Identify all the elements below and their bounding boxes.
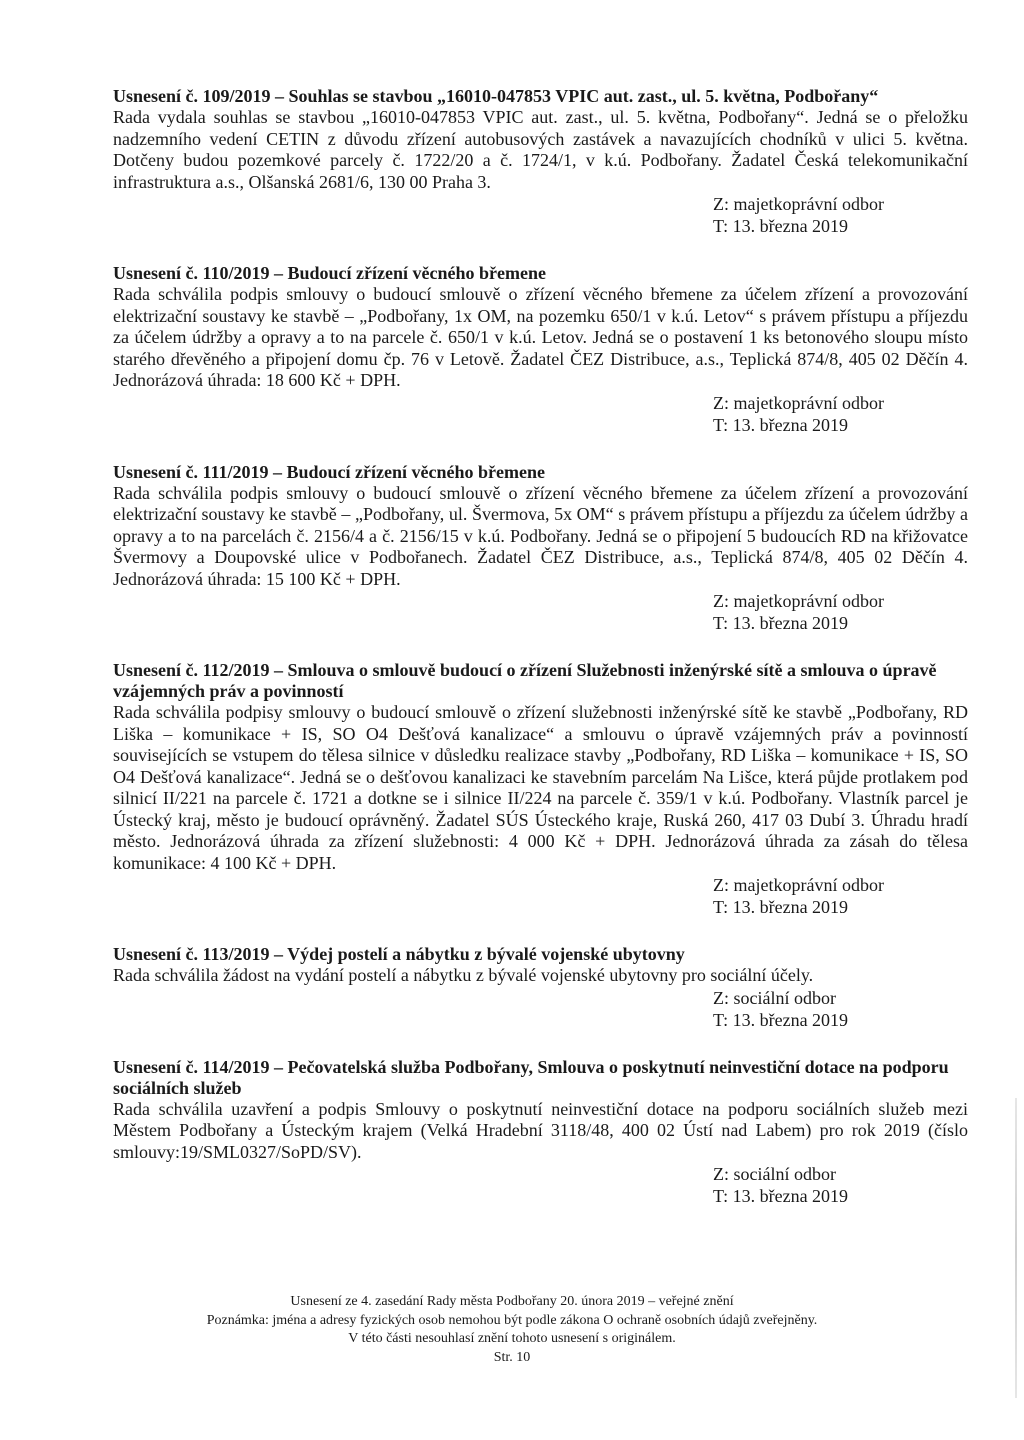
responsible-dept: Z: majetkoprávní odbor <box>713 194 884 214</box>
resolution-body: Rada schválila podpis smlouvy o budoucí smlouvě o zřízení věcného břemene za účelem zřízení a provozování elektrizační soustavy ke stavbě – „Podbořany, ul. Švermova, 5x OM“ s právem přístupu a příjezdu za účelem údržby a opravy a to na parcelách č. 2156/4 a č. 2156/15 v k.ú. Podbořany. Jedná se o připojení 5 budoucích RD na křižovatce Švermovy a Doupovské ulice v Podbořanech. Žadatel ČEZ Distribuce, a.s., Teplická 874/8, 405 02 Děčín 4. Jednorázová úhrada: 15 100 Kč + DPH. <box>113 482 968 589</box>
responsible-dept: Z: sociální odbor <box>713 987 836 1008</box>
deadline: T: 13. března 2019 <box>713 1009 849 1030</box>
deadline: T: 13. března 2019 <box>713 897 849 917</box>
scan-edge-shadow <box>1015 1098 1017 1398</box>
responsible-dept: Z: majetkoprávní odbor <box>713 875 884 895</box>
resolutions-list <box>113 86 968 1233</box>
page-footer <box>0 1293 1024 1367</box>
resolution-body: Rada schválila uzavření a podpis Smlouvy o poskytnutí neinvestiční dotace na podporu sociálních služeb mezi Městem Podbořany a Ústeckým krajem (Velká Hradební 3118/48, 400 02 Ústí nad Labem) pro rok 2019 (číslo smlouvy:19/SML0327/SoPD/SV). <box>113 1098 968 1162</box>
resolution-109 <box>113 86 968 237</box>
footer-meeting-info: Usnesení ze 4. zasedání Rady města Podbořany 20. února 2019 – veřejné znění <box>290 1294 734 1309</box>
resolution-title: Usnesení č. 109/2019 – Souhlas se stavbou „16010-047853 VPIC aut. zast., ul. 5. května, Podbořany“ <box>113 86 879 106</box>
resolution-meta <box>113 1163 968 1207</box>
resolution-meta <box>113 874 968 918</box>
resolution-title: Usnesení č. 113/2019 – Výdej postelí a nábytku z bývalé vojenské ubytovny <box>113 944 685 964</box>
resolution-112 <box>113 660 968 918</box>
resolution-title: Usnesení č. 114/2019 – Pečovatelská služba Podbořany, Smlouva o poskytnutí neinvestiční dotace na podporu sociálních služeb <box>113 1056 949 1098</box>
page-number: Str. 10 <box>493 1349 531 1365</box>
deadline: T: 13. března 2019 <box>713 414 849 435</box>
deadline: T: 13. března 2019 <box>713 216 849 236</box>
resolution-title: Usnesení č. 111/2019 – Budoucí zřízení věcného břemene <box>113 461 545 482</box>
resolution-title: Usnesení č. 110/2019 – Budoucí zřízení věcného břemene <box>113 263 546 283</box>
resolution-111 <box>113 462 968 635</box>
deadline: T: 13. března 2019 <box>713 613 849 633</box>
resolution-110 <box>113 263 968 436</box>
resolution-meta <box>113 987 968 1031</box>
resolution-body: Rada schválila žádost na vydání postelí a nábytku z bývalé vojenské ubytovny pro sociální účely. <box>113 965 814 985</box>
resolution-body: Rada vydala souhlas se stavbou „16010-047853 VPIC aut. zast., ul. 5. května, Podbořany“. Jedná se o přeložku nadzemního vedení CETIN z důvodu zřízení autobusových zastávek a navazujících chodníků v ulici 5. května. Dotčeny budou pozemkové parcely č. 1722/20 a č. 1724/1, v k.ú. Podbořany. Žadatel Česká telekomunikační infrastruktura a.s., Olšanská 2681/6, 130 00 Praha 3. <box>113 107 968 192</box>
resolution-body: Rada schválila podpisy smlouvy o budoucí smlouvě o zřízení služebnosti inženýrské sítě ke stavbě „Podbořany, RD Liška – komunikace + IS, SO O4 Dešťová kanalizace“ a smlouvu o úpravě vzájemných práv a povinností souvisejících se vstupem do tělesa silnice v důsledku realizace stavby „Podbořany, RD Liška – komunikace + IS, SO O4 Dešťová kanalizace“. Jedná se o dešťovou kanalizaci ke stavebním parcelám Na Lišce, která půjde protlakem pod silnicí II/221 na parcele č. 1721 a dotkne se i silnice II/224 na parcele č. 359/1 v k.ú. Podbořany. Vlastník parcel je Ústecký kraj, město je budoucí oprávněný. Žadatel SÚS Ústeckého kraje, Ruská 260, 417 03 Dubí 3. Úhradu hradí město. Jednorázová úhrada za zřízení služebnosti: 4 000 Kč + DPH. Jednorázová úhrada za zásah do tělesa komunikace: 4 100 Kč + DPH. <box>113 702 968 873</box>
resolution-113 <box>113 944 968 1031</box>
resolution-body: Rada schválila podpis smlouvy o budoucí smlouvě o zřízení věcného břemene za účelem zřízení a provozování elektrizační soustavy ke stavbě – „Podbořany, 1x OM, na pozemku 650/1 v k.ú. Letov“ s právem přístupu a příjezdu za účelem údržby a opravy a to na parcele č. 650/1 v k.ú. Letov. Jedná se o postavení 1 ks betonového sloupu místo starého dřevěného a připojení domu čp. 76 v Letově. Žadatel ČEZ Distribuce, a.s., Teplická 874/8, 405 02 Děčín 4. Jednorázová úhrada: 18 600 Kč + DPH. <box>113 284 968 390</box>
resolution-meta <box>113 193 968 237</box>
deadline: T: 13. března 2019 <box>713 1186 849 1206</box>
resolution-title: Usnesení č. 112/2019 – Smlouva o smlouvě budoucí o zřízení Služebnosti inženýrské sítě a smlouva o úpravě vzájemných práv a povinností <box>113 660 937 701</box>
responsible-dept: Z: majetkoprávní odbor <box>713 591 884 611</box>
resolution-114 <box>113 1057 968 1208</box>
responsible-dept: Z: majetkoprávní odbor <box>713 392 884 413</box>
resolution-meta <box>113 590 968 634</box>
responsible-dept: Z: sociální odbor <box>713 1164 836 1184</box>
resolution-meta <box>113 392 968 436</box>
footer-privacy-note: Poznámka: jména a adresy fyzických osob nemohou být podle zákona O ochraně osobních údajů zveřejněny. <box>206 1312 818 1328</box>
footer-discrepancy-note: V této části nesouhlasí znění tohoto usnesení s originálem. <box>348 1331 676 1346</box>
